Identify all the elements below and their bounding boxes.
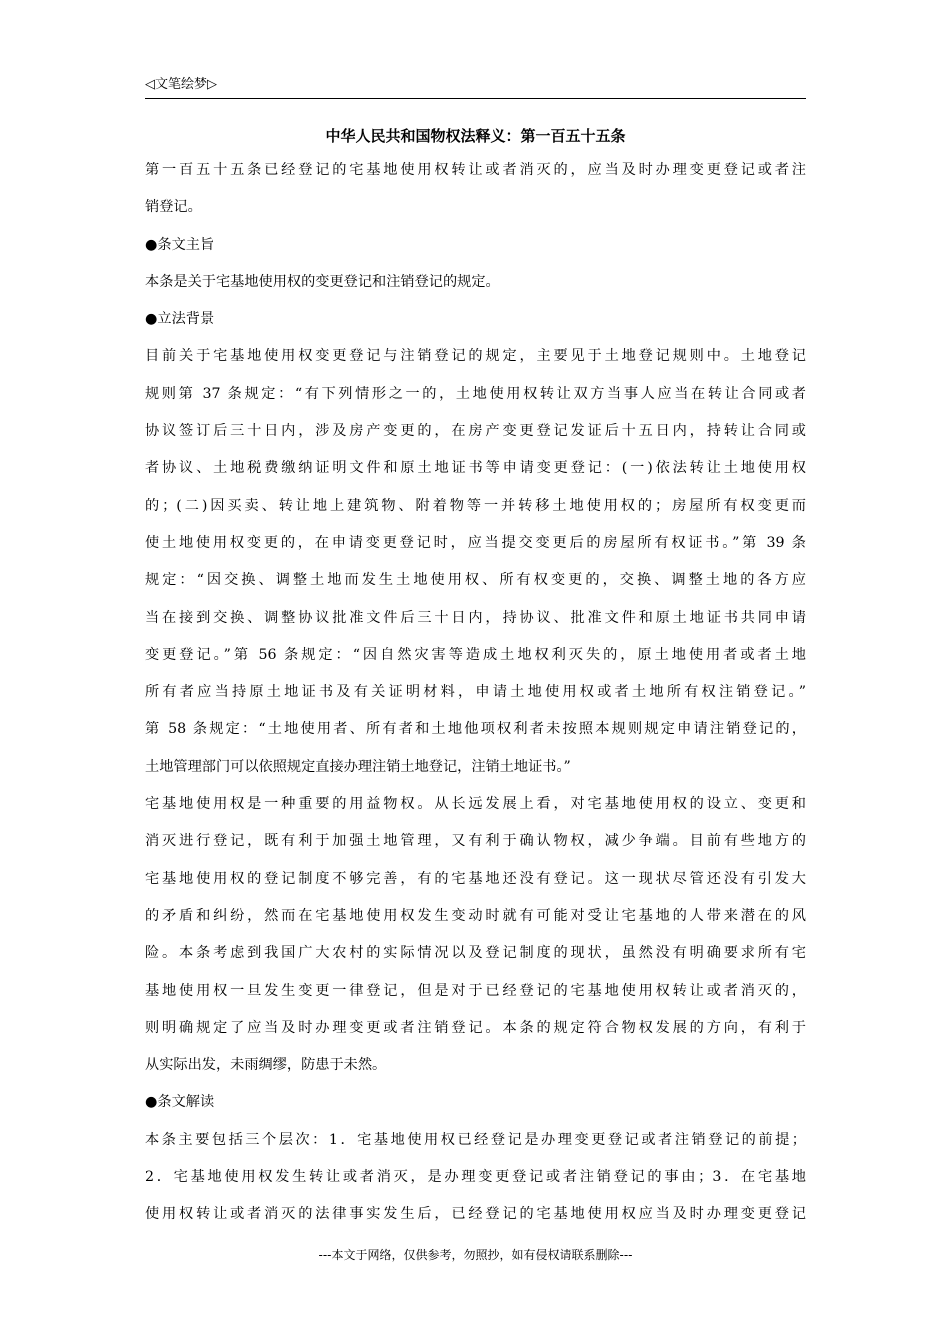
body-line: 使土地使用权变更的，在申请变更登记时，应当提交变更后的房屋所有权证书。”第 39 条 [145,534,806,551]
header-brand: ◁文笔绘梦▷ [145,77,217,92]
body-line: 则明确规定了应当及时办理变更或者注销登记。本条的规定符合物权发展的方向，有利于 [145,1019,806,1036]
body-line: 使用权转让或者消灭的法律事实发生后，已经登记的宅基地使用权应当及时办理变更登记 [145,1206,806,1223]
body-line: ●条文解读 [145,1094,215,1111]
body-line: 规定：“因交换、调整土地而发生土地使用权、所有权变更的，交换、调整土地的各方应 [145,572,806,589]
document-body [145,152,806,1234]
body-line: 变更登记。”第 56 条规定：“因自然灾害等造成土地权利灭失的，原土地使用者或者土地 [145,646,806,663]
body-line: 宅基地使用权的登记制度不够完善，有的宅基地还没有登记。这一现状尽管还没有引发大 [145,870,806,887]
body-line: 土地管理部门可以依照规定直接办理注销土地登记，注销土地证书。” [145,758,571,775]
body-line: 第 58 条规定：“土地使用者、所有者和土地他项权利者未按照本规则规定申请注销登记的， [145,721,806,738]
body-line: 宅基地使用权是一种重要的用益物权。从长远发展上看，对宅基地使用权的设立、变更和 [145,796,806,813]
body-line: 本条主要包括三个层次：1．宅基地使用权已经登记是办理变更登记或者注销登记的前提； [145,1131,806,1148]
body-line: 消灭进行登记，既有利于加强土地管理，又有利于确认物权，减少争端。目前有些地方的 [145,833,806,850]
body-line: 者协议、土地税费缴纳证明文件和原土地证书等申请变更登记：(一)依法转让土地使用权 [145,460,806,477]
body-line: 规则第 37 条规定：“有下列情形之一的，土地使用权转让双方当事人应当在转让合同或者 [145,385,806,402]
body-line: 的矛盾和纠纷，然而在宅基地使用权发生变动时就有可能对受让宅基地的人带来潜在的风 [145,907,806,924]
body-line: 险。本条考虑到我国广大农村的实际情况以及登记制度的现状，虽然没有明确要求所有宅 [145,945,806,962]
body-line: 2．宅基地使用权发生转让或者消灭，是办理变更登记或者注销登记的事由；3．在宅基地 [145,1169,806,1186]
body-line: 当在接到交换、调整协议批准文件后三十日内，持协议、批准文件和原土地证书共同申请 [145,609,806,626]
document-title: 中华人民共和国物权法释义：第一百五十五条 [325,127,626,145]
body-line: ●条文主旨 [145,236,215,253]
page-header [145,72,806,99]
body-line: 本条是关于宅基地使用权的变更登记和注销登记的规定。 [145,273,500,290]
body-line: 所有者应当持原土地证书及有关证明材料，申请土地使用权或者土地所有权注销登记。” [145,684,806,701]
body-line: 的；(二)因买卖、转让地上建筑物、附着物等一并转移土地使用权的；房屋所有权变更而 [145,497,806,514]
page-footer: ---本文于网络，仅供参考，勿照抄，如有侵权请联系删除--- [318,1248,633,1262]
body-line: 目前关于宅基地使用权变更登记与注销登记的规定，主要见于土地登记规则中。土地登记 [145,348,806,365]
body-line: 协议签订后三十日内，涉及房产变更的，在房产变更登记发证后十五日内，持转让合同或 [145,423,806,440]
body-line: 销登记。 [145,199,202,216]
body-line: ●立法背景 [145,311,215,328]
body-line: 第一百五十五条已经登记的宅基地使用权转让或者消灭的，应当及时办理变更登记或者注 [145,162,806,178]
body-line: 从实际出发，未雨绸缪，防患于未然。 [145,1057,387,1074]
body-line: 基地使用权一旦发生变更一律登记，但是对于已经登记的宅基地使用权转让或者消灭的， [145,982,806,999]
